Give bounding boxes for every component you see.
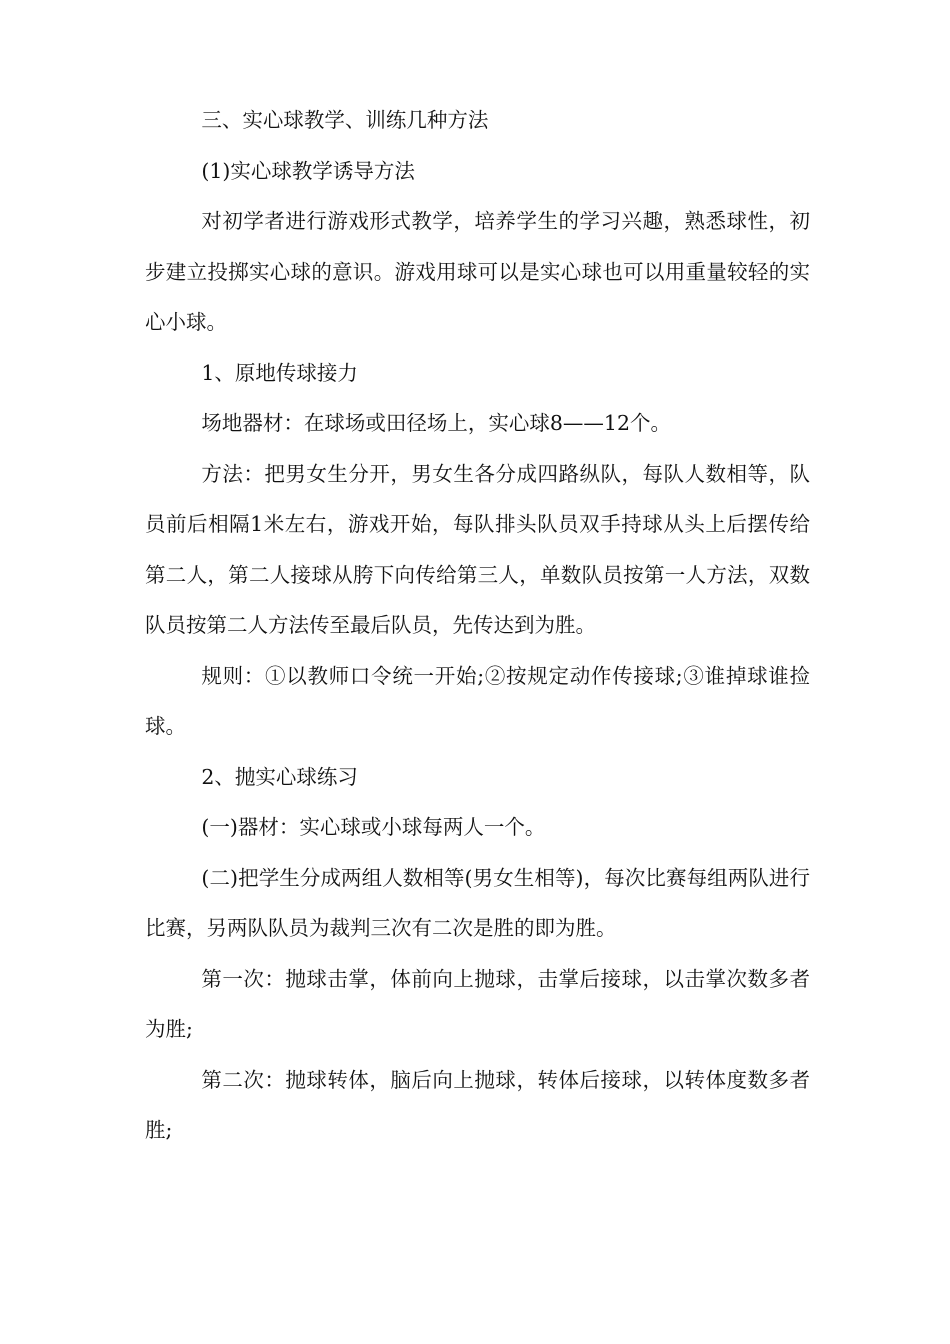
- body-paragraph: (二)把学生分成两组人数相等(男女生相等)，每次比赛每组两队进行比赛，另两队队员为裁判三次有二次是胜的即为胜。: [145, 865, 810, 940]
- item-heading: 2、抛实心球练习: [201, 764, 358, 789]
- document-body: [145, 95, 810, 1156]
- body-paragraph: 对初学者进行游戏形式教学，培养学生的学习兴趣，熟悉球性，初步建立投掷实心球的意识。游戏用球可以是实心球也可以用重量较轻的实心小球。: [145, 209, 810, 334]
- body-paragraph: 第一次：抛球击掌，体前向上抛球，击掌后接球，以击掌次数多者为胜;: [145, 966, 810, 1041]
- body-paragraph: 第二次：抛球转体，脑后向上抛球，转体后接球，以转体度数多者胜;: [145, 1067, 810, 1142]
- section-heading: 三、实心球教学、训练几种方法: [201, 108, 489, 132]
- body-paragraph: 规则：①以教师口令统一开始;②按规定动作传接球;③谁掉球谁捡球。: [145, 663, 810, 738]
- subsection-heading: (1)实心球教学诱导方法: [201, 158, 415, 183]
- body-paragraph: 方法：把男女生分开，男女生各分成四路纵队，每队人数相等，队员前后相隔1米左右，游戏开始，每队排头队员双手持球从头上后摆传给第二人，第二人接球从胯下向传给第三人，单数队员按第一人方法，双数队员按第二人方法传至最后队员，先传达到为胜。: [145, 461, 810, 637]
- item-heading: 1、原地传球接力: [201, 360, 358, 385]
- body-paragraph: 场地器材：在球场或田径场上，实心球8——12个。: [201, 411, 672, 435]
- body-paragraph: (一)器材：实心球或小球每两人一个。: [201, 815, 546, 839]
